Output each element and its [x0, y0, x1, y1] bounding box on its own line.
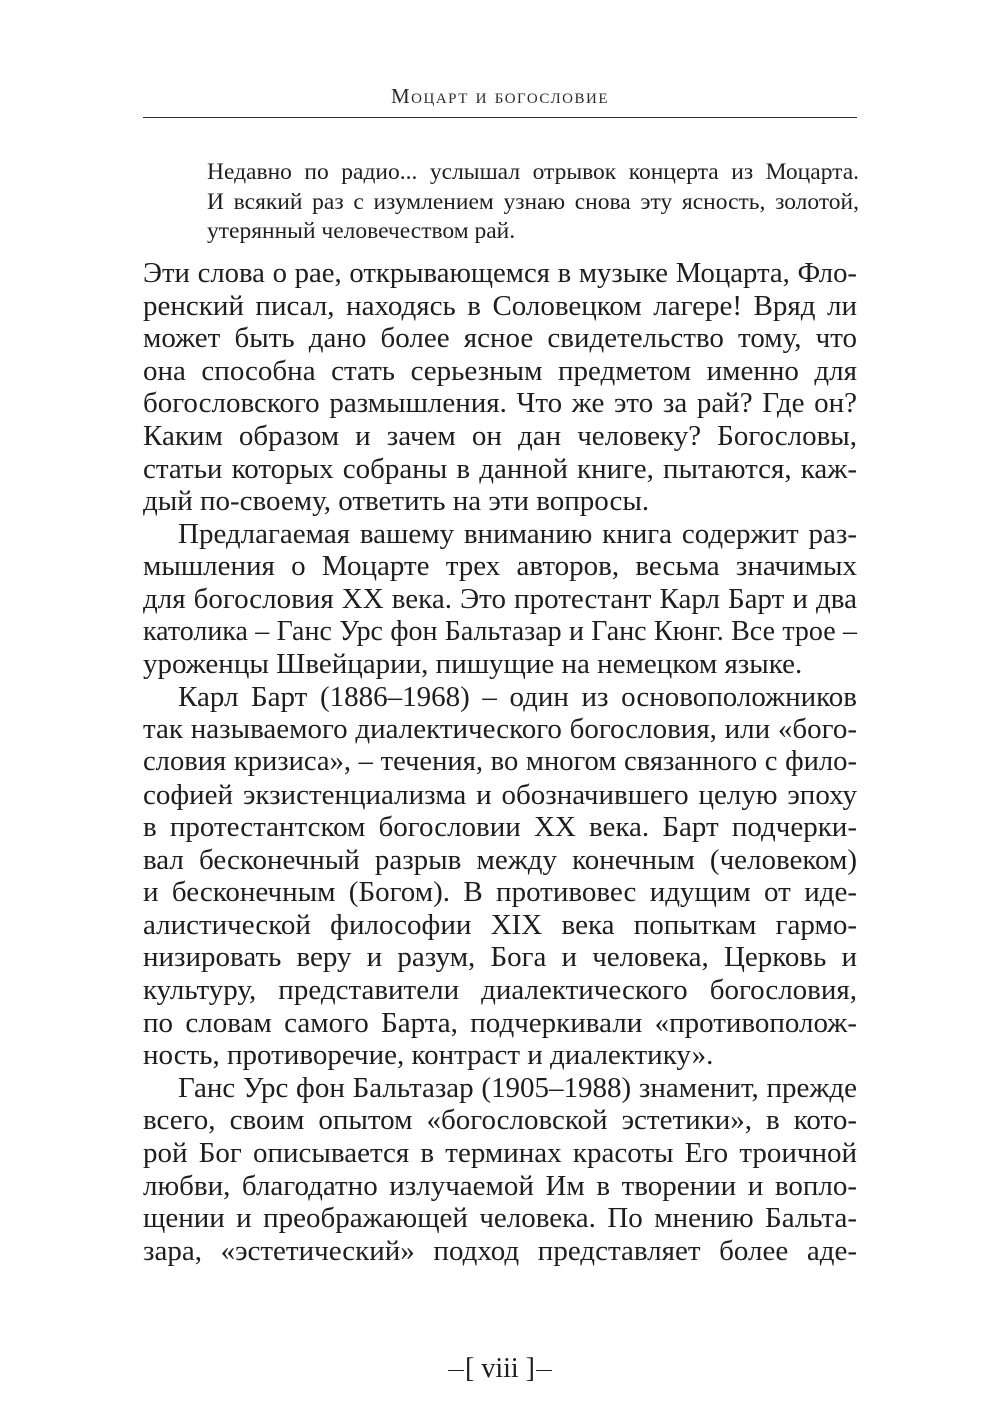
epigraph [207, 158, 859, 247]
text-line: вал бесконечный разрыв между конечным (человеком) [143, 843, 857, 876]
text-line: софией экзистенциализма и обозначившего целую эпоху [143, 778, 857, 811]
folio-dash-right [536, 1370, 552, 1371]
text-line: богословского размышления. Что же это за рай? Где он? [143, 387, 857, 420]
epigraph-line: И всякий раз с изумлением узнаю снова эту ясность, золотой, [207, 188, 859, 215]
text-line: уроженцы Швейцарии, пишущие на немецком языке. [143, 648, 803, 681]
folio-bracket-left: [ [465, 1353, 475, 1384]
epigraph-line: утерянный человечеством рай. [207, 218, 516, 244]
text-line: словия кризиса», – течения, во многом связанного с фило- [143, 745, 857, 777]
text-line: дый по-своему, ответить на эти вопросы. [143, 485, 650, 518]
header-rule [143, 117, 857, 118]
text-line: щении и преображающей человека. По мнению Бальта- [143, 1202, 857, 1235]
text-line: зара, «эстетический» подход представляет более аде- [143, 1234, 857, 1267]
text-line: в протестантском богословии XX века. Барт подчерки- [143, 811, 857, 844]
text-line: мышления о Моцарте трех авторов, весьма значимых [143, 550, 857, 583]
folio-bracket-right: ] [525, 1353, 535, 1384]
text-line: алистической философии XIX века попыткам гармо- [143, 908, 857, 941]
body-text [143, 257, 857, 1267]
text-line: Ганс Урс фон Бальтазар (1905–1988) знаменит, прежде [178, 1071, 857, 1104]
text-line: рой Бог описывается в терминах красоты Его троичной [143, 1137, 857, 1170]
epigraph-line: Недавно по радио... услышал отрывок концерта из Моцарта. [207, 159, 859, 185]
page-number: viii [481, 1353, 519, 1384]
text-line: католика – Ганс Урс фон Бальтазар и Ганс Кюнг. Все трое – [143, 615, 857, 647]
text-line: может быть дано более ясное свидетельство тому, что [143, 322, 857, 355]
folio-dash-left [448, 1370, 464, 1371]
text-line: всего, своим опытом «богословской эстетики», в кото- [143, 1104, 857, 1137]
text-line: Каким образом и зачем он дан человеку? Богословы, [143, 419, 857, 452]
text-line: она способна стать серьезным предметом именно для [143, 354, 857, 387]
text-line: ренский писал, находясь в Соловецком лагере! Вряд ли [143, 289, 857, 322]
text-line: так называемого диалектического богословия, или «бого- [143, 713, 857, 746]
text-line: Эти слова о рае, открывающемся в музыке Моцарта, Фло- [143, 257, 857, 289]
page-number-footer [0, 1353, 1000, 1385]
text-line: статьи которых собраны в данной книге, пытаются, каж- [143, 452, 857, 485]
running-head: Моцарт и богословие [391, 84, 609, 108]
text-line: Карл Барт (1886–1968) – один из основоположников [178, 680, 857, 713]
text-line: любви, благодатно излучаемой Им в творении и вопло- [143, 1169, 857, 1202]
text-line: низировать веру и разум, Бога и человека, Церковь и [143, 941, 857, 974]
text-line: и бесконечным (Богом). В противовес идущим от иде- [143, 876, 857, 909]
text-line: ность, противоречие, контраст и диалектику». [143, 1039, 714, 1072]
text-line: культуру, представители диалектического богословия, [143, 974, 857, 1007]
text-line: по словам самого Барта, подчеркивали «противополож- [143, 1006, 857, 1039]
text-line: Предлагаемая вашему вниманию книга содержит раз- [178, 517, 857, 550]
text-line: для богословия XX века. Это протестант Карл Барт и два [143, 582, 857, 615]
